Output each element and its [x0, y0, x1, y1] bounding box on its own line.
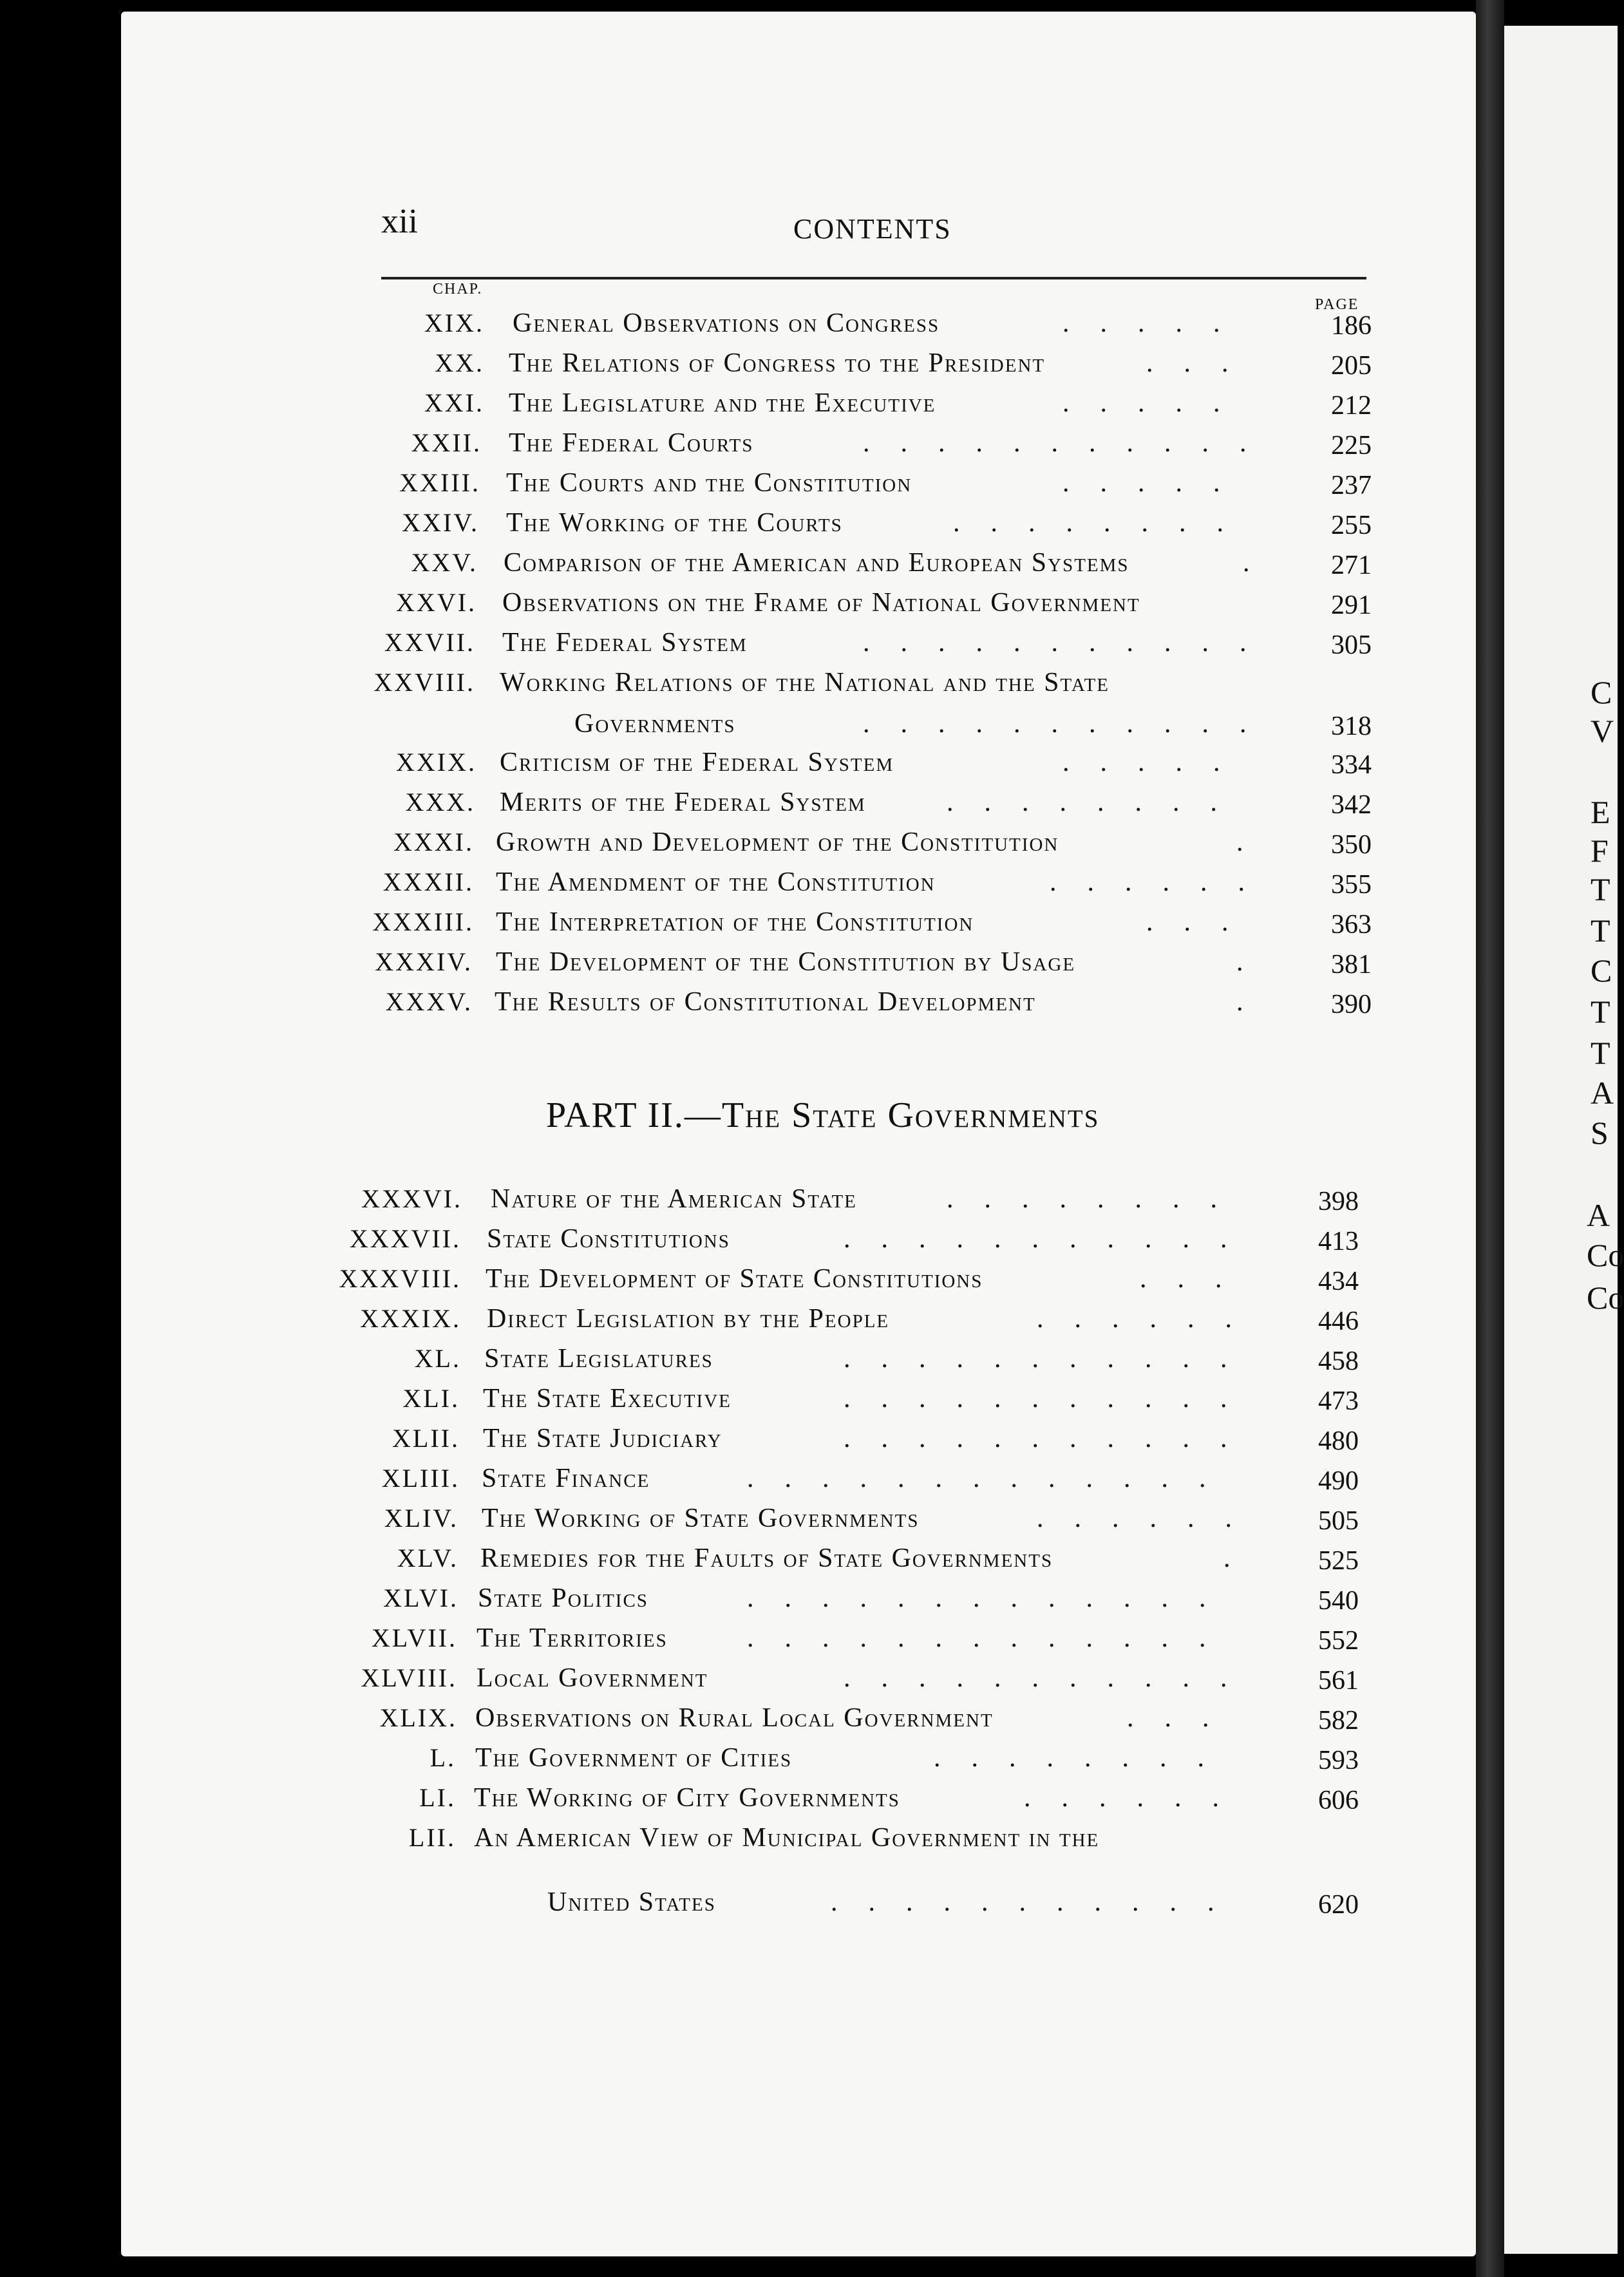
- facing-page-fragment: S: [1591, 1115, 1609, 1151]
- chapter-number: XXXIII.: [372, 907, 474, 936]
- chapter-title: Observations on Rural Local Government: [475, 1703, 994, 1733]
- toc-entry: [0, 667, 1618, 710]
- chapter-title: Local Government: [477, 1663, 708, 1693]
- chapter-title: The State Executive: [483, 1384, 732, 1413]
- chapter-title-continuation: United States: [547, 1887, 716, 1917]
- page-folio: xii: [381, 202, 419, 240]
- chapter-title: The Legislature and the Executive: [509, 388, 936, 418]
- chapter-number: XLVI.: [383, 1583, 458, 1612]
- leader-dots: ......: [1024, 1783, 1250, 1813]
- toc-entry: [0, 1782, 1618, 1821]
- page-number: 186: [1331, 311, 1372, 341]
- toc-entry: [0, 947, 1618, 988]
- chapter-number: XLII.: [392, 1424, 460, 1453]
- chapter-number: XLI.: [402, 1384, 460, 1413]
- leader-dots: .: [1236, 947, 1274, 977]
- page-number: 473: [1318, 1386, 1359, 1416]
- page-number: 291: [1331, 591, 1372, 620]
- leader-dots: ...........: [844, 1424, 1258, 1453]
- leader-dots: .............: [747, 1583, 1237, 1613]
- toc-entry: [0, 747, 1618, 786]
- chapter-number: XL.: [414, 1344, 461, 1373]
- facing-page-fragment: T: [1591, 912, 1610, 949]
- chapter-number: XXXVIII.: [339, 1264, 461, 1293]
- toc-entry: [0, 1543, 1618, 1582]
- facing-page-fragment: F: [1591, 833, 1609, 869]
- page-number: 225: [1331, 431, 1372, 460]
- chapter-title: Working Relations of the National and the State: [500, 668, 1109, 697]
- chapter-title: The Development of State Constitutions: [486, 1264, 983, 1294]
- leader-dots: ...: [1127, 1703, 1240, 1733]
- toc-entry: [0, 1583, 1618, 1621]
- leader-dots: .: [1236, 987, 1274, 1017]
- page-number: 237: [1331, 471, 1372, 500]
- page-number: 525: [1318, 1546, 1359, 1576]
- chapter-title: An American View of Municipal Government in the: [474, 1823, 1100, 1853]
- leader-dots: .: [1223, 1544, 1261, 1573]
- toc-entry-continuation: [0, 1887, 1618, 1925]
- leader-dots: ......: [1037, 1504, 1263, 1533]
- leader-dots: ...........: [844, 1663, 1258, 1693]
- chapter-title-continuation: Governments: [574, 709, 736, 739]
- leader-dots: .............: [747, 1464, 1237, 1493]
- chapter-number: XXXIV.: [375, 947, 473, 976]
- facing-page-fragment: C: [1591, 952, 1612, 988]
- chapter-number: XXII.: [411, 428, 482, 457]
- page-number: 434: [1318, 1267, 1359, 1296]
- leader-dots: ...........: [831, 1887, 1245, 1917]
- page-number: 446: [1318, 1307, 1359, 1336]
- leader-dots: ...........: [863, 628, 1278, 657]
- chapter-title: The Government of Cities: [475, 1743, 793, 1773]
- page-number: 212: [1331, 391, 1372, 420]
- chapter-number: LII.: [408, 1823, 456, 1852]
- page-number: 363: [1331, 910, 1372, 940]
- toc-entry: [0, 987, 1618, 1025]
- toc-entry: [0, 468, 1618, 506]
- chapter-title: The Working of City Governments: [474, 1783, 900, 1813]
- chapter-title: State Politics: [478, 1583, 648, 1613]
- chapter-title: The Relations of Congress to the President: [509, 348, 1046, 378]
- leader-dots: ........: [947, 1184, 1248, 1214]
- facing-page-fragment: A: [1591, 1075, 1614, 1111]
- chapter-title: The Working of State Governments: [482, 1504, 920, 1533]
- chapter-number: LI.: [419, 1783, 456, 1812]
- leader-dots: ......: [1050, 867, 1276, 897]
- page-number: 381: [1331, 950, 1372, 979]
- facing-page-fragment: A: [1587, 1197, 1610, 1233]
- leader-dots: .....: [1062, 468, 1251, 498]
- chapter-title: General Observations on Congress: [513, 308, 940, 338]
- toc-entry-continuation: [0, 708, 1618, 747]
- page-number: 271: [1331, 551, 1372, 580]
- chapter-number: XXVIII.: [373, 668, 475, 697]
- chapter-number: XX.: [435, 348, 484, 377]
- toc-entry: [0, 348, 1618, 386]
- chapter-number: XLVIII.: [361, 1663, 457, 1692]
- page-number: 413: [1318, 1227, 1359, 1256]
- leader-dots: ...........: [844, 1344, 1258, 1374]
- page-number: 390: [1331, 990, 1372, 1019]
- page-number: 255: [1331, 511, 1372, 540]
- leader-dots: .: [1243, 548, 1281, 578]
- chapter-title: The State Judiciary: [483, 1424, 722, 1453]
- facing-page-fragment: Co: [1587, 1280, 1624, 1316]
- chapter-number: XLIV.: [384, 1504, 458, 1533]
- toc-entry: [0, 1343, 1618, 1382]
- chapter-number: XXXVII.: [349, 1224, 461, 1253]
- chapter-title: State Finance: [482, 1464, 650, 1493]
- chapter-number: XXVII.: [384, 628, 475, 657]
- page-number: 552: [1318, 1626, 1359, 1656]
- toc-entry: [0, 867, 1618, 905]
- chapter-number: XXX.: [405, 788, 475, 817]
- facing-page-fragment: Co: [1587, 1237, 1624, 1273]
- leader-dots: .....: [1062, 388, 1251, 418]
- chapter-title: The Federal System: [502, 628, 748, 657]
- page-number: 305: [1331, 630, 1372, 660]
- toc-entry: [0, 1303, 1618, 1342]
- page-number: 490: [1318, 1466, 1359, 1496]
- page-number: 606: [1318, 1786, 1359, 1815]
- toc-entry: [0, 507, 1618, 546]
- leader-dots: ...: [1146, 348, 1260, 378]
- chapter-number: XXIV.: [402, 508, 479, 537]
- chapter-title: The Results of Constitutional Development: [495, 987, 1036, 1017]
- toc-entry: [0, 388, 1618, 426]
- chapter-number: XLV.: [397, 1544, 458, 1573]
- chapter-number: XXXV.: [385, 987, 473, 1016]
- leader-dots: ...: [1146, 907, 1260, 937]
- chap-column-label: CHAP.: [433, 281, 483, 298]
- chapter-title: The Territories: [477, 1623, 668, 1653]
- leader-dots: ...........: [863, 709, 1278, 739]
- chapter-title: Observations on the Frame of National Government: [502, 588, 1140, 618]
- chapter-title: Growth and Development of the Constitution: [496, 827, 1059, 857]
- toc-entry: [0, 827, 1618, 869]
- chapter-title: The Amendment of the Constitution: [496, 867, 936, 897]
- leader-dots: ........: [934, 1743, 1235, 1773]
- chapter-number: XXXII.: [382, 867, 474, 896]
- page-number: 334: [1331, 750, 1372, 780]
- facing-page-fragment: T: [1591, 871, 1610, 907]
- page-number: 582: [1318, 1706, 1359, 1735]
- running-head: CONTENTS: [793, 213, 952, 245]
- chapter-number: XXXVI.: [361, 1184, 462, 1213]
- page-number: 593: [1318, 1746, 1359, 1775]
- leader-dots: ......: [1037, 1304, 1263, 1334]
- page-number: 458: [1318, 1346, 1359, 1376]
- page-number: 205: [1331, 351, 1372, 381]
- chapter-title: The Interpretation of the Constitution: [496, 907, 974, 937]
- chapter-title: Direct Legislation by the People: [487, 1304, 890, 1334]
- page-number: 318: [1331, 712, 1372, 741]
- chapter-number: XLVII.: [371, 1623, 457, 1652]
- chapter-title: Merits of the Federal System: [500, 788, 866, 817]
- chapter-number: XXV.: [411, 548, 478, 577]
- facing-page-fragment: V: [1591, 713, 1614, 749]
- page-column-label: PAGE: [1315, 296, 1359, 313]
- toc-entry: [0, 1623, 1618, 1661]
- toc-entry: [0, 547, 1618, 586]
- chapter-number: XXXIX.: [360, 1304, 461, 1333]
- chapter-title: The Federal Courts: [509, 428, 754, 458]
- toc-entry: [0, 1743, 1618, 1781]
- toc-entry: [0, 1383, 1618, 1422]
- toc-entry: [0, 1663, 1618, 1701]
- chapter-number: XLIX.: [379, 1703, 457, 1732]
- toc-entry: [0, 308, 1618, 346]
- chapter-title: Nature of the American State: [491, 1184, 857, 1214]
- page-number: 342: [1331, 790, 1372, 820]
- page-number: 355: [1331, 870, 1372, 900]
- leader-dots: ...........: [844, 1224, 1258, 1254]
- facing-page-fragment: E: [1591, 794, 1610, 830]
- chapter-number: L.: [430, 1743, 456, 1772]
- page-number: 350: [1331, 830, 1372, 860]
- page-number: 620: [1318, 1890, 1359, 1920]
- leader-dots: .: [1236, 827, 1274, 857]
- page-number: 561: [1318, 1666, 1359, 1696]
- chapter-title: Comparison of the American and European Systems: [504, 548, 1129, 578]
- chapter-number: XXIX.: [396, 748, 477, 777]
- chapter-title: The Development of the Constitution by Usage: [496, 947, 1076, 977]
- toc-entry: [0, 627, 1618, 666]
- chapter-title: The Courts and the Constitution: [506, 468, 912, 498]
- toc-entry: [0, 1503, 1618, 1542]
- toc-entry: [0, 1463, 1618, 1502]
- leader-dots: ...: [1140, 1264, 1253, 1294]
- toc-entry: [0, 1423, 1618, 1462]
- facing-page-fragment: T: [1591, 1035, 1610, 1071]
- chapter-title: State Legislatures: [484, 1344, 713, 1374]
- page-number: 480: [1318, 1426, 1359, 1456]
- toc-entry: [0, 587, 1618, 626]
- toc-entry: [0, 1703, 1618, 1741]
- toc-entry: [0, 428, 1618, 466]
- leader-dots: ........: [947, 788, 1248, 817]
- page-number: 540: [1318, 1586, 1359, 1616]
- toc-entry: [0, 907, 1618, 949]
- leader-dots: ...........: [863, 428, 1278, 458]
- facing-page-fragment: C: [1591, 674, 1612, 710]
- chapter-number: XXI.: [424, 388, 484, 417]
- page-number: 505: [1318, 1506, 1359, 1536]
- leader-dots: .....: [1062, 748, 1251, 777]
- leader-dots: .....: [1062, 308, 1251, 338]
- chapter-title: The Working of the Courts: [506, 508, 843, 538]
- leader-dots: ........: [953, 508, 1254, 538]
- page-number: 398: [1318, 1187, 1359, 1216]
- part-two-heading: PART II.—The State Governments: [546, 1095, 1100, 1135]
- chapter-number: XIX.: [424, 308, 484, 337]
- chapter-number: XXXI.: [393, 827, 474, 856]
- header-rule: [381, 277, 1366, 279]
- chapter-number: XLIII.: [381, 1464, 460, 1493]
- chapter-number: XXIII.: [399, 468, 480, 497]
- leader-dots: .............: [747, 1623, 1237, 1653]
- chapter-title: Remedies for the Faults of State Governments: [480, 1544, 1053, 1573]
- leader-dots: ...........: [844, 1384, 1258, 1413]
- toc-entry: [0, 787, 1618, 830]
- toc-entry: [0, 1224, 1618, 1262]
- chapter-title: Criticism of the Federal System: [500, 748, 894, 777]
- toc-entry: [0, 1822, 1618, 1861]
- chapter-title: State Constitutions: [487, 1224, 730, 1254]
- toc-entry: [0, 1184, 1618, 1222]
- toc-entry: [0, 1263, 1618, 1302]
- chapter-number: XXVI.: [396, 588, 477, 617]
- facing-page-fragment: T: [1591, 994, 1610, 1030]
